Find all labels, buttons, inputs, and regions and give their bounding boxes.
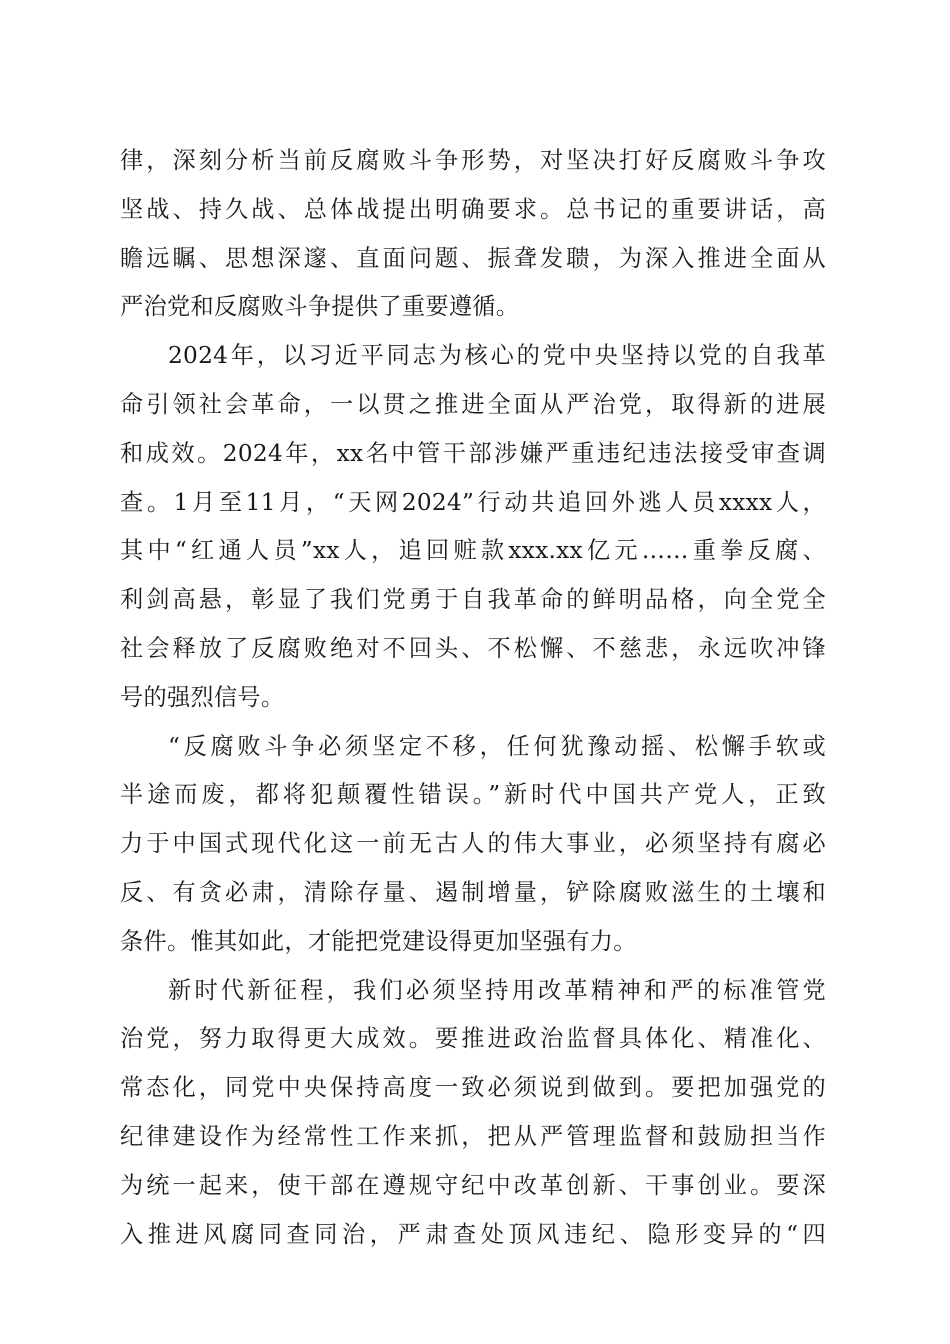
text-line: 和成效。2024年，xx名中管干部涉嫌严重违纪违法接受审查调 (120, 439, 826, 467)
text-line: 为统一起来，使干部在遵规守纪中改革创新、干事创业。要深 (120, 1171, 826, 1199)
text-line: 命引领社会革命，一以贯之推进全面从严治党，取得新的进展 (120, 390, 826, 418)
text-line: 常态化，同党中央保持高度一致必须说到做到。要把加强党的 (120, 1074, 826, 1102)
paragraph-first-line: 2024年，以习近平同志为核心的党中央坚持以党的自我革 (168, 342, 826, 370)
paragraph-first-line: “反腐败斗争必须坚定不移，任何犹豫动摇、松懈手软或 (168, 732, 826, 760)
text-line: 查。1月至11月，“天网2024”行动共追回外逃人员xxxx人， (120, 488, 826, 516)
text-line: 条件。惟其如此，才能把党建设得更加坚强有力。 (120, 927, 637, 955)
text-line: 利剑高悬，彰显了我们党勇于自我革命的鲜明品格，向全党全 (120, 586, 826, 614)
text-line: 半途而废，都将犯颠覆性错误。”新时代中国共产党人，正致 (120, 781, 826, 809)
text-line: 治党，努力取得更大成效。要推进政治监督具体化、精准化、 (120, 1025, 826, 1053)
text-line: 其中“红通人员”xx人，追回赃款xxx.xx亿元……重拳反腐、 (120, 537, 826, 565)
text-line: 律，深刻分析当前反腐败斗争形势，对坚决打好反腐败斗争攻 (120, 147, 826, 174)
text-line: 瞻远瞩、思想深邃、直面问题、振聋发聩，为深入推进全面从 (120, 244, 826, 272)
text-line: 社会释放了反腐败绝对不回头、不松懈、不慈悲，永远吹冲锋 (120, 634, 826, 662)
text-line: 号的强烈信号。 (120, 683, 285, 711)
text-line: 入推进风腐同查同治，严肃查处顶风违纪、隐形变异的“四 (120, 1220, 826, 1248)
text-line: 反、有贪必肃，清除存量、遏制增量，铲除腐败滋生的土壤和 (120, 878, 826, 906)
body-text (120, 137, 826, 1259)
text-line: 坚战、持久战、总体战提出明确要求。总书记的重要讲话，高 (120, 195, 826, 223)
text-line: 力于中国式现代化这一前无古人的伟大事业，必须坚持有腐必 (120, 830, 826, 858)
text-line: 纪律建设作为经常性工作来抓，把从严管理监督和鼓励担当作 (120, 1122, 826, 1150)
text-line: 严治党和反腐败斗争提供了重要遵循。 (120, 293, 520, 321)
paragraph-first-line: 新时代新征程，我们必须坚持用改革精神和严的标准管党 (168, 976, 826, 1004)
